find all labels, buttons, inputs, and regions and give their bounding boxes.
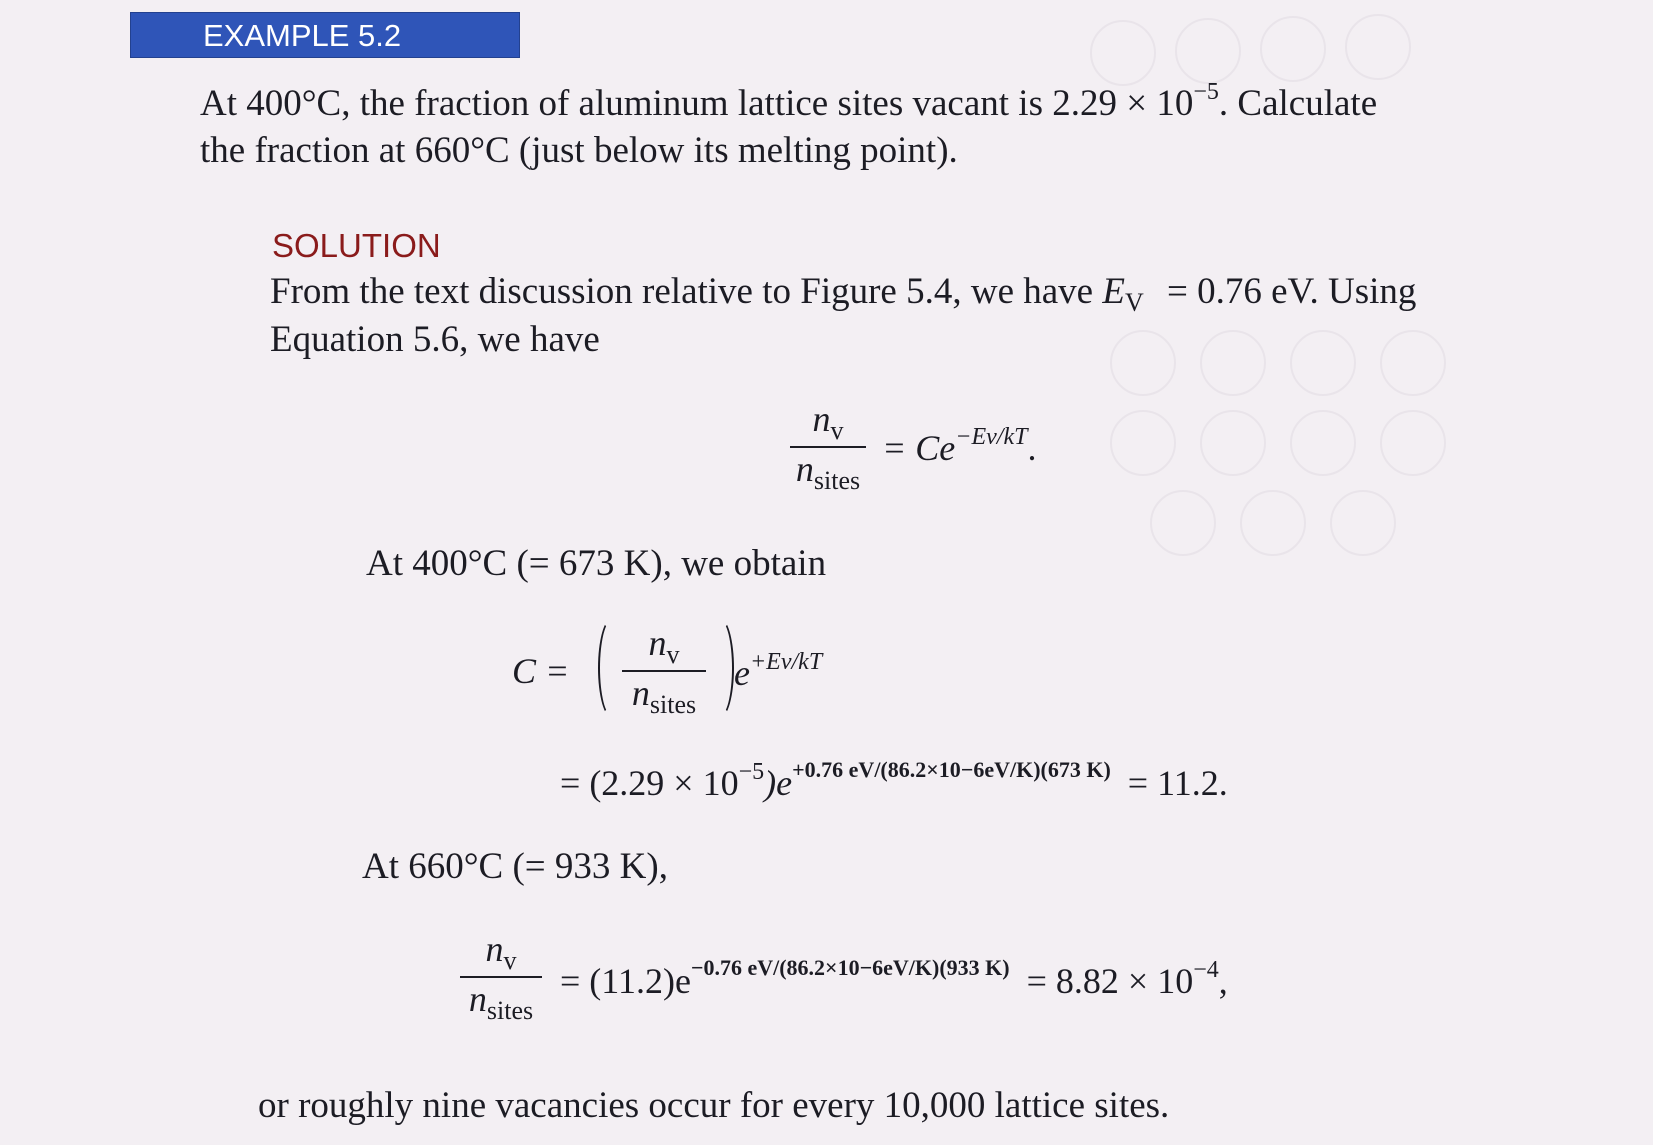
eq3-end: , [1218, 961, 1228, 1001]
eq2-exponent: +Ev/kT [749, 649, 823, 675]
eq1-exponent: −Ev/kT [955, 424, 1028, 450]
eq3-rhs [560, 955, 1228, 1002]
eq2-exp-part [734, 649, 823, 694]
eq2-line2-exponent: +0.76 eV/(86.2×10−6eV/K)(673 K) [792, 757, 1111, 782]
problem-exponent: −5 [1193, 79, 1219, 105]
eq3-denom: n [468, 979, 487, 1019]
eq2-line2-close: )e [764, 763, 793, 803]
eq1-rhs [882, 424, 1037, 469]
eq1-end: . [1027, 428, 1037, 468]
eq3-denom-sub: sites [486, 996, 534, 1025]
solution-line-1 [270, 268, 1416, 319]
eq2-denom: n [631, 673, 650, 713]
problem-text-a: At 400°C, the fraction of aluminum lattice sites vacant is 2.29 × 10 [200, 83, 1194, 124]
solution-heading: SOLUTION [272, 227, 441, 264]
eq2-lhs-text: C = [512, 651, 570, 691]
eq3-numer: n [485, 929, 504, 969]
eq2-right-paren [706, 618, 734, 718]
problem-line-2: the fraction at 660°C (just below its melting point). [200, 130, 958, 171]
conclusion-text: or roughly nine vacancies occur for every 10,000 lattice sites. [258, 1085, 1170, 1126]
eq3-exponent: −0.76 eV/(86.2×10−6eV/K)(933 K) [690, 955, 1010, 980]
eq2-denom-sub: sites [649, 690, 697, 719]
eq2-line2-eq: = [560, 763, 581, 803]
eq2-fraction [622, 622, 706, 719]
ev-symbol: E [1102, 271, 1125, 312]
eq2-lhs [512, 650, 569, 692]
eq3-rhs-text: = (11.2)e [560, 961, 691, 1001]
eq1-numer: n [812, 399, 831, 439]
eq2-line2-valexp: −5 [738, 759, 765, 785]
eq3-numer-sub: v [503, 946, 517, 975]
eq1-denom: n [795, 449, 814, 489]
step2-text: At 660°C (= 933 K), [362, 846, 668, 887]
ev-subscript: V [1124, 288, 1144, 317]
eq2-numer-sub: v [666, 640, 680, 669]
example-banner: EXAMPLE 5.2 [130, 12, 520, 58]
eq2-line2-val: (2.29 × 10 [589, 763, 739, 803]
eq2-numer: n [648, 623, 667, 663]
eq3-fraction [460, 928, 542, 1025]
eq1-rhs-text: = Ce [882, 428, 956, 468]
solution-text-a: From the text discussion relative to Figure 5.4, we have [270, 271, 1094, 312]
eq1-fraction [790, 398, 866, 495]
eq2-line2-result: = 11.2. [1127, 763, 1228, 803]
eq2-e: e [734, 653, 750, 693]
problem-line-1 [200, 80, 1377, 132]
eq3-result: = 8.82 × 10 [1026, 961, 1194, 1001]
eq3-result-exp: −4 [1193, 957, 1219, 983]
problem-text-b: . Calculate [1218, 83, 1378, 124]
eq1-numer-sub: v [830, 416, 844, 445]
eq1-denom-sub: sites [813, 466, 861, 495]
solution-line-2: Equation 5.6, we have [270, 319, 600, 360]
eq2-line2 [560, 757, 1228, 804]
solution-text-b: = 0.76 eV. Using [1166, 271, 1417, 312]
step1-text: At 400°C (= 673 K), we obtain [366, 543, 827, 584]
